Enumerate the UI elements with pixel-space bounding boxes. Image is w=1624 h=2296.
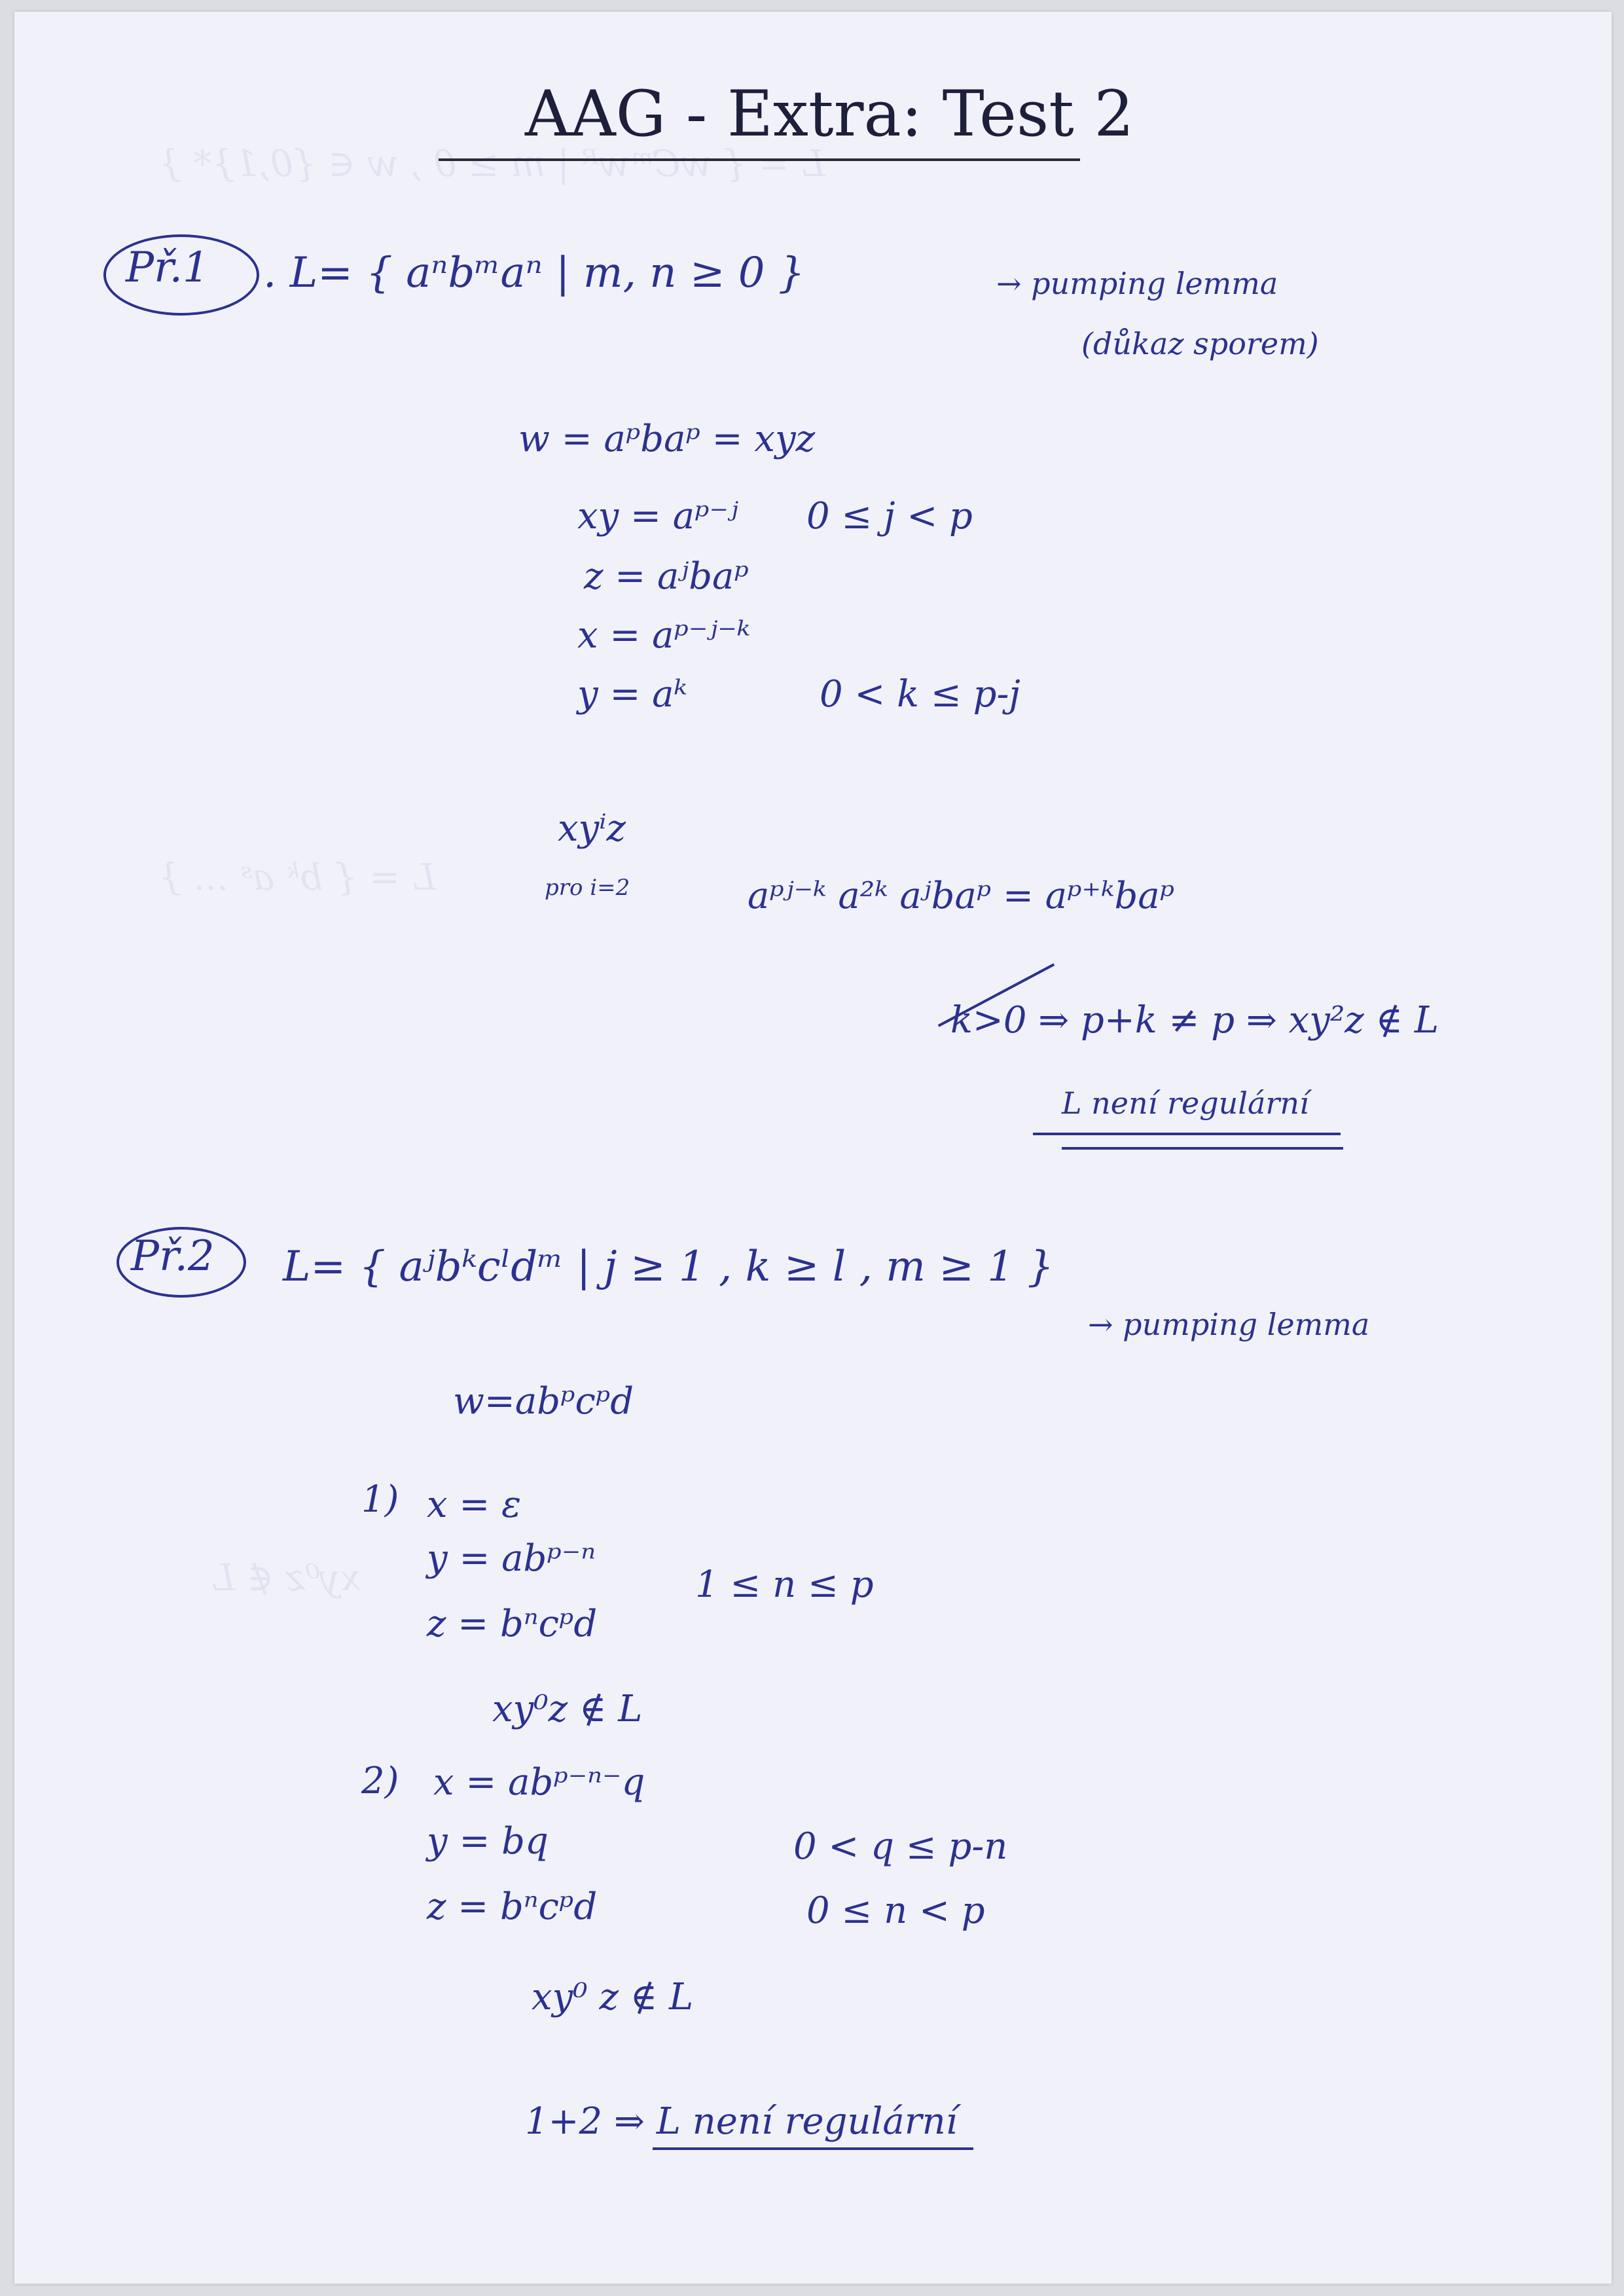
bleed-through-text: L = { wCᵐwᴿ | m ≥ 0 , w ∈ {0,1}* } — [158, 143, 825, 185]
ex2-case-2-y: y = bq — [427, 1820, 549, 1863]
ex2-case-1-condition: 1 ≤ n ≤ p — [695, 1563, 874, 1606]
ex2-case-1-number: 1) — [361, 1478, 399, 1521]
ex1-y-condition: 0 < k ≤ p-j — [820, 673, 1020, 716]
ex1-result-underline-2 — [1062, 1147, 1343, 1150]
exercise-2-label: Př.2 — [131, 1232, 215, 1281]
ex1-pump-index: pro i=2 — [545, 875, 630, 901]
ex1-pumped-word: xyⁱz — [558, 807, 626, 850]
ex1-result: L není regulární — [1062, 1085, 1309, 1121]
paper-sheet — [14, 12, 1612, 2284]
exercise-2-method: → pumping lemma — [1088, 1307, 1370, 1342]
ex1-xy-condition: 0 ≤ j < p — [806, 495, 973, 538]
exercise-1-language: . L= { aⁿbᵐaⁿ | m, n ≥ 0 } — [263, 249, 805, 297]
ex2-final-result: 1+2 ⇒ L není regulární — [525, 2100, 958, 2143]
ex2-case-1-result: xy⁰z ∉ L — [492, 1688, 643, 1730]
ex1-z: z = aʲbaᵖ — [584, 555, 749, 598]
ex2-case-2-z: z = bⁿcᵖd — [427, 1886, 598, 1928]
ex1-y: y = aᵏ — [577, 673, 687, 716]
ex2-case-2-condition-2: 0 ≤ n < p — [806, 1889, 985, 1932]
ex2-word: w=abᵖcᵖd — [453, 1380, 634, 1423]
ex2-case-2-condition-1: 0 < q ≤ p-n — [793, 1825, 1008, 1868]
ex2-final-underline — [653, 2147, 973, 2150]
ex2-case-2-x: x = abᵖ⁻ⁿ⁻q — [433, 1761, 645, 1804]
ex1-equation: aᵖʲ⁻ᵏ a²ᵏ aʲbaᵖ = aᵖ⁺ᵏbaᵖ — [748, 875, 1175, 917]
title-underline — [439, 158, 1080, 161]
exercise-1-method-note: (důkaz sporem) — [1081, 326, 1319, 361]
exercise-2-language: L= { aʲbᵏcˡdᵐ | j ≥ 1 , k ≥ l , m ≥ 1 } — [283, 1243, 1055, 1291]
ex2-case-1-z: z = bⁿcᵖd — [427, 1603, 598, 1645]
ex2-case-1-x: x = ε — [427, 1484, 522, 1526]
ex1-word: w = aᵖbaᵖ = xyz — [518, 418, 816, 460]
ex2-case-2-result: xy⁰ z ∉ L — [532, 1976, 694, 2018]
bleed-through-text: L = { bᵏ aˢ ... } — [158, 856, 437, 899]
exercise-1-label: Př.1 — [126, 244, 209, 292]
ex1-conclusion: k>0 ⇒ p+k ≠ p ⇒ xy²z ∉ L — [950, 999, 1439, 1042]
ex2-case-1-y: y = abᵖ⁻ⁿ — [427, 1537, 596, 1580]
bleed-through-text: xy⁰z ∉ L — [211, 1557, 361, 1599]
page-title: AAG - Extra: Test 2 — [525, 77, 1134, 151]
ex1-result-underline — [1033, 1133, 1341, 1135]
ex1-xy: xy = aᵖ⁻ʲ — [577, 495, 738, 538]
exercise-1-method: → pumping lemma — [996, 266, 1278, 301]
ex1-x: x = aᵖ⁻ʲ⁻ᵏ — [577, 614, 751, 657]
ex2-case-2-number: 2) — [361, 1760, 399, 1802]
